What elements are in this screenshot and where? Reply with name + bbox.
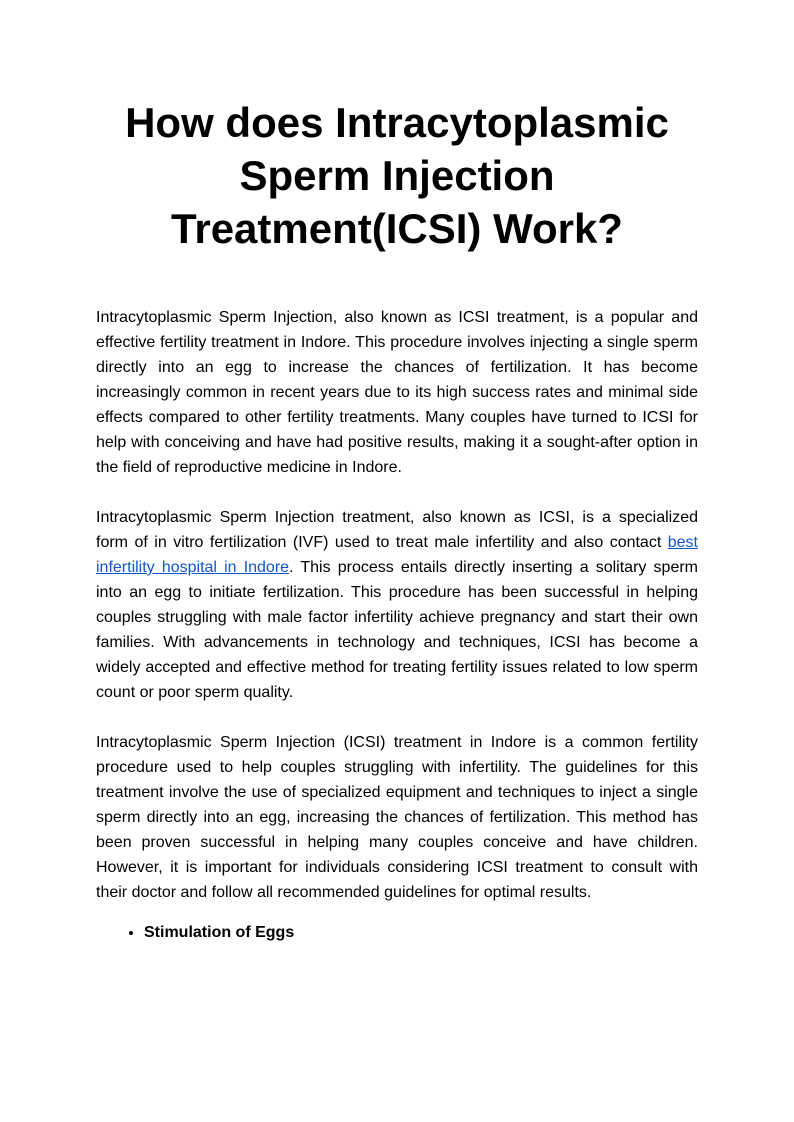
page-title-line-2: Sperm Injection [239,152,555,199]
paragraph-with-link-before-text: Intracytoplasmic Sperm Injection treatment, also known as ICSI, is a specialized form of in vitro fertilization (IVF) used to treat male infertility and also contact [96,509,698,551]
list-item [144,920,698,945]
paragraph-with-link-after-text: . This process entails directly inserting a solitary sperm into an egg to initiate fertilization. This procedure has been successful in helping couples struggling with male factor infertility achieve pregnancy and start their own families. With advancements in technology and techniques, ICSI has become a widely accepted and effective method for treating fertility issues related to low sperm count or poor sperm quality. [96,559,699,701]
page-title-line-3: Treatment(ICSI) Work? [171,205,623,252]
bullet-list [96,920,698,945]
page-title-line-1: How does Intracytoplasmic [125,99,669,146]
paragraph-with-link [96,505,698,705]
list-item-label: Stimulation of Eggs [144,924,295,941]
page-title [96,96,698,255]
infertility-hospital-link[interactable]: best infertility hospital in Indore [96,534,698,576]
paragraph-intro: Intracytoplasmic Sperm Injection, also known as ICSI treatment, is a popular and effective fertility treatment in Indore. This procedure involves injecting a single sperm directly into an egg to increase the chances of fertilization. It has become increasingly common in recent years due to its high success rates and minimal side effects compared to other fertility treatments. Many couples have turned to ICSI for help with conceiving and have had positive results, making it a sought-after option in the field of reproductive medicine in Indore. [96,309,698,476]
paragraph-guidelines: Intracytoplasmic Sperm Injection (ICSI) treatment in Indore is a common fertility procedure used to help couples struggling with infertility. The guidelines for this treatment involve the use of specialized equipment and techniques to inject a single sperm directly into an egg, increasing the chances of fertilization. This method has been proven successful in helping many couples conceive and have children. However, it is important for individuals considering ICSI treatment to consult with their doctor and follow all recommended guidelines for optimal results. [96,734,698,901]
